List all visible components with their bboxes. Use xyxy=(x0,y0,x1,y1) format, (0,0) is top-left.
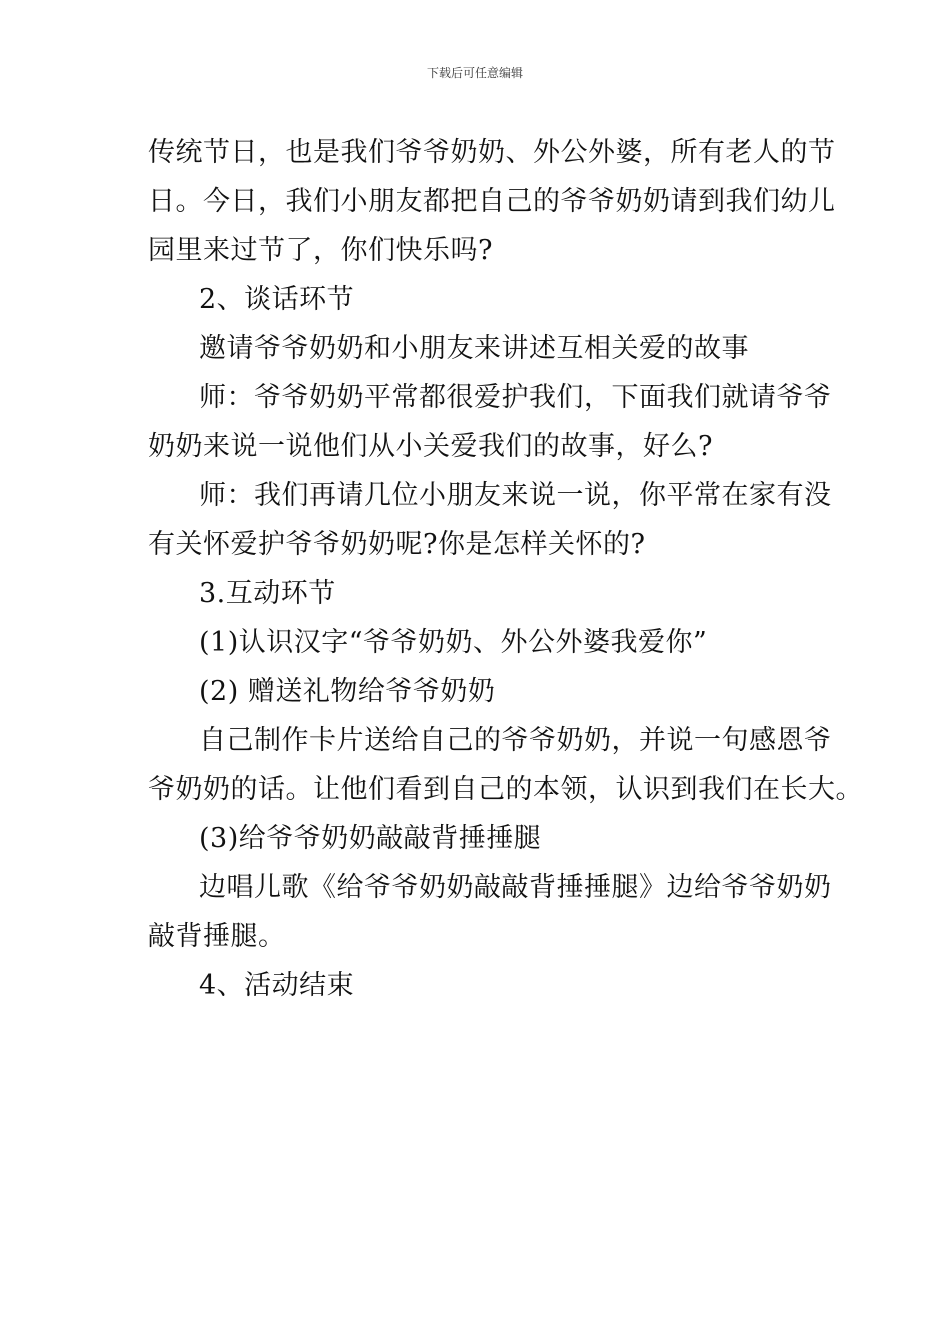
text-line: 自己制作卡片送给自己的爷爷奶奶，并说一句感恩爷 xyxy=(199,725,832,756)
section-heading: 3.互动环节 xyxy=(199,578,336,609)
text-line: 师：我们再请几位小朋友来说一说，你平常在家有没 xyxy=(199,480,832,511)
text-line: 爷奶奶的话。让他们看到自己的本领，认识到我们在长大。 xyxy=(148,774,863,805)
text-line: 师：爷爷奶奶平常都很爱护我们，下面我们就请爷爷 xyxy=(199,382,832,413)
text-line: 奶奶来说一说他们从小关爱我们的故事，好么? xyxy=(148,431,713,462)
text-line: 邀请爷爷奶奶和小朋友来讲述互相关爱的故事 xyxy=(199,333,749,364)
page-header: 下载后可任意编辑 xyxy=(426,66,523,80)
section-heading: 2、谈话环节 xyxy=(199,284,355,315)
list-item: (1)认识汉字“爷爷奶奶、外公外婆我爱你” xyxy=(199,627,708,658)
text-line: 日。今日，我们小朋友都把自己的爷爷奶奶请到我们幼儿 xyxy=(148,186,836,217)
text-line: 边唱儿歌《给爷爷奶奶敲敲背捶捶腿》边给爷爷奶奶 xyxy=(199,872,832,903)
section-heading: 4、活动结束 xyxy=(199,970,355,1001)
text-line: 园里来过节了，你们快乐吗? xyxy=(148,235,493,266)
text-line: 有关怀爱护爷爷奶奶呢?你是怎样关怀的? xyxy=(148,529,646,560)
list-item: (2) 赠送礼物给爷爷奶奶 xyxy=(199,676,496,707)
text-line: 传统节日，也是我们爷爷奶奶、外公外婆，所有老人的节 xyxy=(148,137,836,168)
text-line: 敲背捶腿。 xyxy=(148,921,286,952)
document-body xyxy=(148,128,863,1010)
list-item: (3)给爷爷奶奶敲敲背捶捶腿 xyxy=(199,823,542,854)
